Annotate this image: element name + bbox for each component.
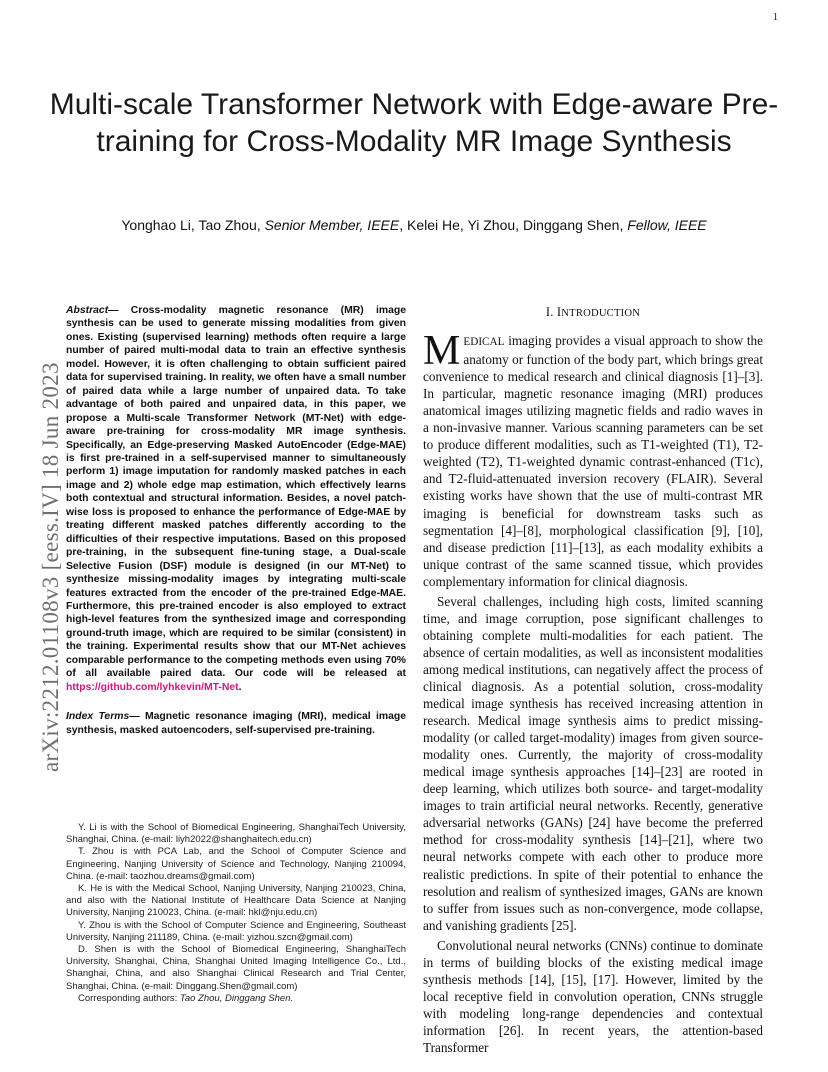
abstract-percent: 70% bbox=[385, 654, 406, 666]
corresponding-names: Tao Zhou, Dinggang Shen. bbox=[179, 992, 294, 1004]
footnote-he: K. He is with the Medical School, Nanjing University, Nanjing 210023, China, and also with the National Institute of Healthcare Data Science at Nanjing University, Nanjing 210023, China. (e-mail: hkl@nju.edu.cn) bbox=[66, 883, 406, 919]
intro-first-word: EDICAL bbox=[463, 336, 505, 349]
index-terms-label: Index Terms bbox=[66, 711, 130, 723]
left-column bbox=[66, 304, 406, 737]
abstract bbox=[66, 304, 406, 694]
abstract-end: . bbox=[238, 681, 242, 693]
author-names-2: , Kelei He, Yi Zhou, Dinggang Shen, bbox=[399, 217, 628, 233]
intro-paragraph-1-text: imaging provides a visual approach to show the anatomy or function of the body part, which brings great convenience to medical research and clinical diagnosis [1]–[3]. In particular, magnetic resonance imaging (MRI) produces anatomical images utilizing magnetic fields and radio waves in a non-invasive manner. Various scanning parameters can be set to produce different modalities, such as T1-weighted (T1), T2-weighted (T2), T1-weighted dynamic contrast-enhanced (T1c), and T2-fluid-attenuated inversion recovery (FLAIR). Several existing works have shown that the use of multi-contrast MR imaging is beneficial for downstream tasks such as segmentation [4]–[8], morphological classification [9], [10], and disease prediction [11]–[13], as each modality exhibits a unique contrast of the same scanned tissue, which provides complementary information for clinical diagnosis. bbox=[423, 333, 763, 589]
footnote-corresponding bbox=[66, 993, 406, 1005]
author-rank-2: Fellow, IEEE bbox=[627, 217, 707, 233]
section-heading bbox=[423, 304, 763, 322]
corresponding-label: Corresponding authors: bbox=[78, 992, 180, 1004]
author-names-1: Yonghao Li, Tao Zhou, bbox=[121, 217, 265, 233]
arxiv-stamp: arXiv:2212.01108v3 [eess.IV] 18 Jun 2023 bbox=[38, 362, 63, 772]
footnote-zhou-y: Y. Zhou is with the School of Computer Science and Engineering, Southeast University, Nanjing 211189, China. (e-mail: yizhou.szcn@gmail.com) bbox=[66, 919, 406, 943]
code-link[interactable]: https://github.com/lyhkevin/MT-Net bbox=[66, 681, 239, 693]
section-title-rest: NTRODUCTION bbox=[561, 308, 641, 319]
abstract-body: — Cross-modality magnetic resonance (MR) image synthesis can be used to generate missing modalities from given ones. Existing (supervised learning) methods often require a large number of paired multi-modal data to train an effective synthesis model. However, it is often challenging to obtain sufficient paired data for supervised training. In reality, we often have a small number of paired data while a large number of unpaired data. To take advantage of both paired and unpaired data, in this paper, we propose a Multi-scale Transformer Network (MT-Net) with edge-aware pre-training for cross-modality MR image synthesis. Specifically, an Edge-preserving Masked AutoEncoder (Edge-MAE) is first pre-trained in a self-supervised manner to simultaneously perform 1) image imputation for randomly masked patches in each image and 2) whole edge map estimation, which effectively learns both contextual and structural information. Besides, a novel patch-wise loss is proposed to enhance the performance of Edge-MAE by treating different masked patches differently according to the difficulties of their respective imputations. Based on this proposed pre-training, in the subsequent fine-tuning stage, a Dual-scale Selective Fusion (DSF) module is designed (in our MT-Net) to synthesize missing-modality images by integrating multi-scale features extracted from the encoder of the pre-trained Edge-MAE. Furthermore, this pre-trained encoder is also employed to extract high-level features from the synthesized image and corresponding ground-truth image, which are required to be similar (consistent) in the training. Experimental results show that our MT-Net achieves comparable performance to the competing methods even using bbox=[66, 305, 406, 666]
abstract-tail: of all available paired data. Our code will be released at bbox=[66, 668, 406, 680]
author-line bbox=[40, 216, 788, 234]
right-column bbox=[423, 304, 763, 1056]
author-rank-1: Senior Member, IEEE bbox=[264, 217, 400, 233]
intro-paragraph-1 bbox=[423, 328, 763, 590]
drop-cap: M bbox=[423, 328, 461, 375]
footnote-li: Y. Li is with the School of Biomedical Engineering, ShanghaiTech University, Shanghai, China. (e-mail: liyh2022@shanghaitech.edu.cn) bbox=[66, 822, 406, 846]
intro-paragraph-3: Convolutional neural networks (CNNs) continue to dominate in terms of building blocks of the existing medical image synthesis methods [14], [15], [17]. However, limited by the local receptive field in convolution operation, CNNs struggle with modeling long-range dependencies and contextual information [26]. In recent years, the attention-based Transformer bbox=[423, 937, 763, 1055]
footnote-shen: D. Shen is with the School of Biomedical Engineering, ShanghaiTech University, Shanghai, China, Shanghai United Imaging Intelligence Co., Ltd., Shanghai, China, and also Shanghai Clinical Research and Trial Center, Shanghai, China. (e-mail: Dinggang.Shen@gmail.com) bbox=[66, 944, 406, 992]
index-terms-body: — Magnetic resonance imaging (MRI), medical image synthesis, masked autoencoders, self-supervised pre-training. bbox=[66, 711, 406, 736]
index-terms bbox=[66, 710, 406, 737]
page-number: 1 bbox=[773, 12, 778, 23]
footnote-zhou-t: T. Zhou is with PCA Lab, and the School of Computer Science and Engineering, Nanjing University of Science and Technology, Nanjing 210094, China. (e-mail: taozhou.dreams@gmail.com) bbox=[66, 846, 406, 882]
intro-paragraph-2: Several challenges, including high costs, limited scanning time, and image corruption, pose significant challenges to obtaining complete multi-modalities for each patient. The absence of certain modalities, as well as inconsistent modalities among medical institutions, can negatively affect the process of clinical diagnosis. As a potential solution, cross-modality medical image synthesis has received increasing attention in research. Medical image synthesis aims to predict missing-modality (or called target-modality) images from given source-modality ones. Currently, the majority of cross-modality medical image synthesis approaches [14]–[23] are rooted in deep learning, which utilizes both source- and target-modality images to train artificial neural networks. Recently, generative adversarial networks (GANs) [24] have become the preferred method for cross-modality synthesis [14]–[21], where two neural networks compete with each other to produce more realistic predictions. In spite of their potential to enhance the resolution and realism of synthesized images, GANs are known to suffer from issues such as non-convergence, mode collapse, and vanishing gradients [25]. bbox=[423, 593, 763, 933]
section-title-initial: I bbox=[556, 305, 562, 319]
paper-title: Multi-scale Transformer Network with Edge-aware Pre-training for Cross-Modality MR Image Synthesis bbox=[49, 88, 779, 158]
author-footnotes bbox=[66, 822, 406, 1005]
abstract-label: Abstract bbox=[66, 305, 109, 316]
section-number: I. bbox=[545, 305, 557, 319]
